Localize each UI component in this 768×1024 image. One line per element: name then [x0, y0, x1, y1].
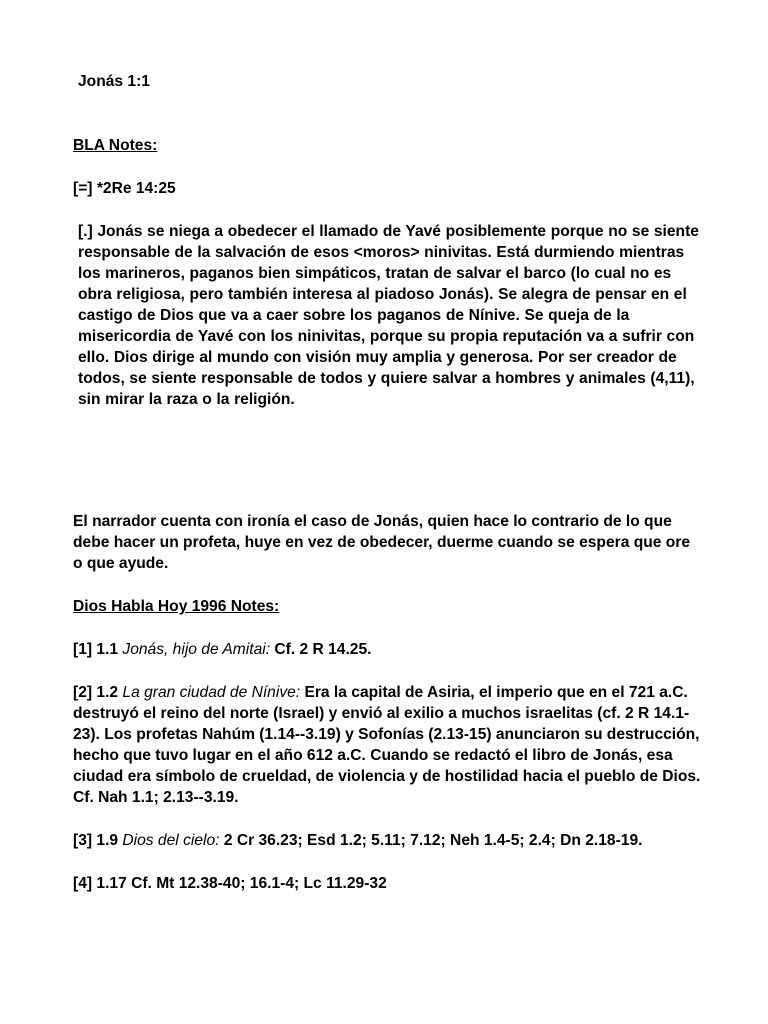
- note-term: Dios del cielo:: [122, 832, 220, 849]
- note-prefix: [3] 1.9: [73, 832, 123, 849]
- dhh-note-4: [73, 873, 703, 894]
- dhh-note-1: [73, 639, 703, 660]
- note-term: La gran ciudad de Nínive:: [122, 684, 301, 701]
- note-prefix: [1] 1.1: [73, 641, 123, 658]
- dhh-note-2: [73, 682, 703, 808]
- bla-cross-reference: [=] *2Re 14:25: [73, 180, 176, 197]
- note-term: Jonás, hijo de Amitai:: [122, 641, 271, 658]
- dhh-note-3: [73, 830, 703, 851]
- note-text: Era la capital de Asiria, el imperio que en el 721 a.C. destruyó el reino del norte (Israel) y envió al exilio a muchos israelitas (cf. 2 R 14.1-23). Los profetas Nahúm (1.14--3.19) y Sofonías (2.13-15) anunciaron su destrucción, hecho que tuvo lugar en el año 612 a.C. Cuando se redactó el libro de Jonás, esa ciudad era símbolo de crueldad, de violencia y de hostilidad hacia el pueblo de Dios. Cf. Nah 1.1; 2.13--3.19.: [73, 684, 701, 806]
- note-text: 2 Cr 36.23; Esd 1.2; 5.11; 7.12; Neh 1.4-5; 2.4; Dn 2.18-19.: [219, 832, 643, 849]
- bla-notes-heading: BLA Notes:: [73, 137, 158, 154]
- note-prefix: [4] 1.17 Cf. Mt 12.38-40; 16.1-4; Lc 11.29-32: [73, 875, 387, 892]
- narrator-paragraph: El narrador cuenta con ironía el caso de Jonás, quien hace lo contrario de lo que debe hacer un profeta, huye en vez de obedecer, duerme cuando se espera que ore o que ayude.: [73, 513, 691, 572]
- bla-commentary-paragraph: [.] Jonás se niega a obedecer el llamado de Yavé posiblemente porque no se siente responsable de la salvación de esos <moros> ninivitas. Está durmiendo mientras los marineros, paganos bien simpáticos, tratan de salvar el barco (lo cual no es obra religiosa, pero también interesa al piadoso Jonás). Se alegra de pensar en el castigo de Dios que va a caer sobre los paganos de Nínive. Se queja de la misericordia de Yavé con los ninivitas, porque su propia reputación va a sufrir con ello. Dios dirige al mundo con visión muy amplia y generosa. Por ser creador de todos, se siente responsable de todos y quiere salvar a hombres y animales (4,11), sin mirar la raza o la religión.: [78, 223, 699, 408]
- document-page: [73, 71, 703, 894]
- document-title: Jonás 1:1: [78, 73, 150, 90]
- note-text: Cf. 2 R 14.25.: [270, 641, 372, 658]
- note-prefix: [2] 1.2: [73, 684, 123, 701]
- dhh-notes-heading: Dios Habla Hoy 1996 Notes:: [73, 598, 280, 615]
